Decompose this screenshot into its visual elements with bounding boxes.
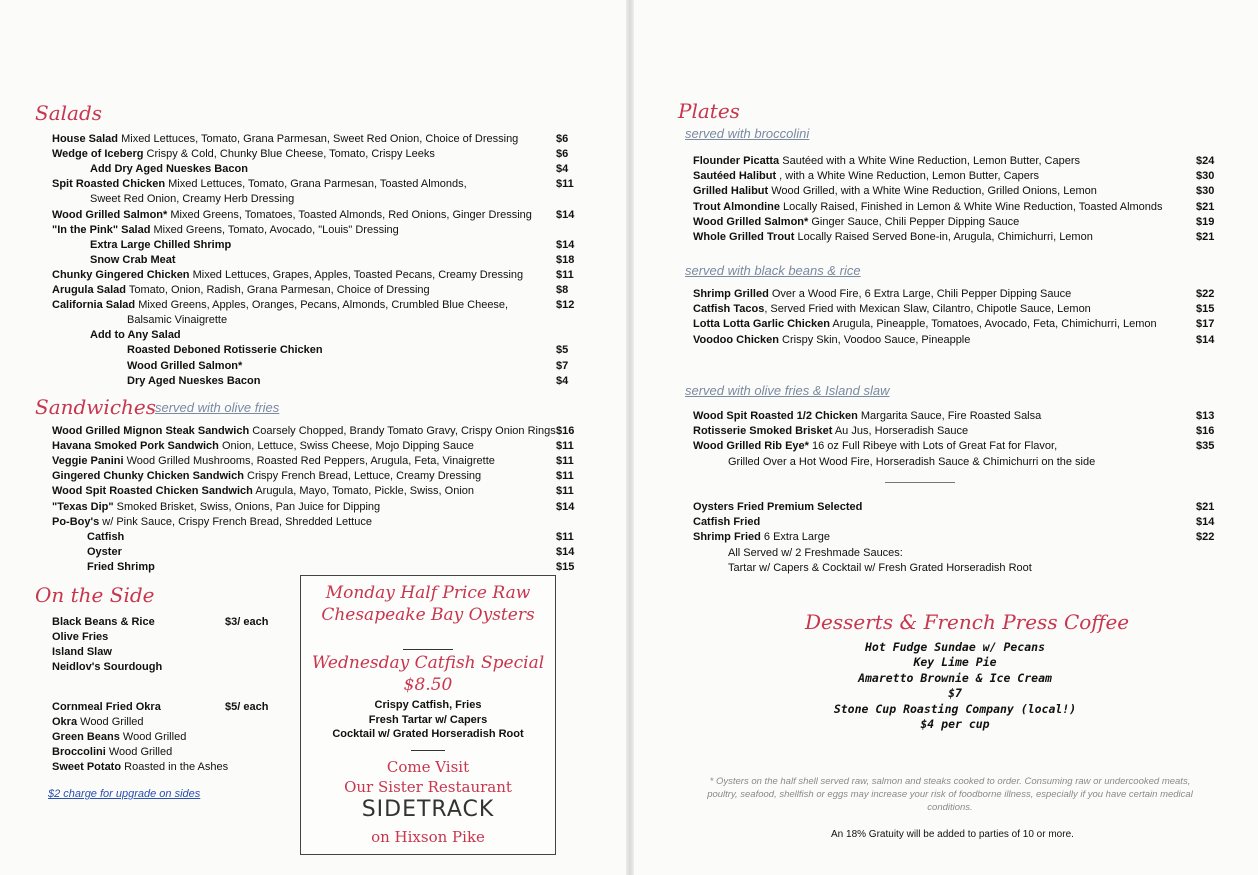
item-name: Grilled Halibut <box>693 185 769 198</box>
item-desc: Locally Raised Served Bone-in, Arugula, Chimichurri, Lemon <box>794 231 1093 243</box>
sidetrack-logo: SIDETRACK <box>361 797 495 822</box>
item-name: Add to Any Salad <box>90 329 181 342</box>
desserts-heading: Desserts & French Press Coffee <box>805 610 1130 634</box>
dessert-line: Amaretto Brownie & Ice Cream <box>858 670 1052 685</box>
menu-item <box>127 343 323 357</box>
promo-divider <box>403 649 453 650</box>
menu-item <box>693 500 862 514</box>
item-price: $22 <box>1196 531 1215 544</box>
menu-item <box>52 469 481 483</box>
menu-item <box>90 253 176 267</box>
menu-item <box>52 715 144 729</box>
page-gutter <box>626 0 634 875</box>
item-name: "In the Pink" Salad <box>52 223 151 236</box>
item-price: $11 <box>556 440 574 453</box>
item-price: $6 <box>556 133 569 145</box>
item-name: Whole Grilled Trout <box>693 231 795 243</box>
item-name: Veggie Panini <box>52 455 124 468</box>
wed-line: Crispy Catfish, Fries <box>374 699 482 711</box>
item-price: $35 <box>1196 440 1215 453</box>
item-name: Olive Fries <box>52 631 109 643</box>
item-desc: w/ Pink Sauce, Crispy French Bread, Shredded Lettuce <box>99 515 372 528</box>
menu-item <box>52 515 372 529</box>
item-price: $17 <box>1196 318 1215 331</box>
menu-item <box>87 545 122 559</box>
visit-line1: Come Visit <box>386 758 470 776</box>
item-price: $11 <box>556 455 574 468</box>
menu-item <box>693 439 1057 453</box>
item-desc: Mixed Greens, Tomatoes, Toasted Almonds, Red Onions, Ginger Dressing <box>167 208 532 221</box>
menu-item <box>52 132 518 146</box>
item-desc: Crispy & Cold, Chunky Blue Cheese, Tomato, Crispy Leeks <box>143 148 435 161</box>
wednesday-price: $8.50 <box>403 675 453 695</box>
menu-item <box>127 374 260 388</box>
item-name: Green Beans <box>52 731 120 743</box>
item-desc: All Served w/ 2 Freshmade Sauces: <box>728 546 903 559</box>
item-price: $15 <box>1196 303 1215 316</box>
item-name: Rotisserie Smoked Brisket <box>693 425 833 438</box>
item-name: Wood Grilled Salmon* <box>127 359 243 372</box>
item-desc: Wood Grilled <box>77 716 144 728</box>
item-price: $21 <box>1196 501 1215 513</box>
item-price: $18 <box>556 253 575 266</box>
item-desc: Smoked Brisket, Swiss, Onions, Pan Juice for Dipping <box>113 500 381 513</box>
item-desc: 16 oz Full Ribeye with Lots of Great Fat for Flavor, <box>808 440 1058 453</box>
item-desc: Mixed Lettuces, Grapes, Apples, Toasted Pecans, Creamy Dressing <box>189 268 524 281</box>
salads-heading: Salads <box>35 101 103 125</box>
menu-item <box>693 154 1080 168</box>
menu-item <box>693 184 1097 198</box>
item-name: House Salad <box>52 133 119 145</box>
item-desc: Over a Wood Fire, 6 Extra Large, Chili Pepper Dipping Sauce <box>768 288 1072 300</box>
menu-item <box>87 560 155 574</box>
menu-item <box>127 359 242 373</box>
item-desc: Mixed Lettuces, Tomato, Grana Parmesan, Sweet Red Onion, Choice of Dressing <box>118 133 519 145</box>
menu-item <box>52 645 112 659</box>
item-name: "Texas Dip" <box>52 500 114 513</box>
item-name: Wood Grilled Mignon Steak Sandwich <box>52 425 250 437</box>
item-name: Roasted Deboned Rotisserie Chicken <box>127 344 323 357</box>
menu-item <box>693 530 830 544</box>
item-desc: Roasted in the Ashes <box>121 761 229 773</box>
menu-item <box>52 745 172 759</box>
menu-item <box>728 561 1032 575</box>
menu-item <box>728 546 903 560</box>
item-desc: Locally Raised, Finished in Lemon & White Wine Reduction, Toasted Almonds <box>779 200 1163 213</box>
item-name: Island Slaw <box>52 646 112 658</box>
menu-item <box>693 169 1039 183</box>
item-name: Neidlov's Sourdough <box>52 661 163 673</box>
menu-item <box>52 439 474 453</box>
item-price: $12 <box>556 299 575 312</box>
menu-item <box>52 500 380 514</box>
promo-box <box>300 575 556 855</box>
item-desc: Mixed Lettuces, Tomato, Grana Parmesan, Toasted Almonds, <box>165 178 467 191</box>
item-name: Wedge of Iceberg <box>52 148 144 161</box>
item-desc: Margarita Sauce, Fire Roasted Salsa <box>857 410 1042 422</box>
dessert-line: Key Lime Pie <box>913 655 997 670</box>
visit-line2: Our Sister Restaurant <box>344 778 512 796</box>
item-price: $14 <box>556 545 575 558</box>
item-name: Wood Spit Roasted 1/2 Chicken <box>693 410 858 422</box>
item-desc: , Served Fried with Mexican Slaw, Cilantro, Chipotle Sauce, Lemon <box>764 303 1091 316</box>
item-name: Sautéed Halibut <box>693 170 777 183</box>
item-price: $7 <box>556 359 569 372</box>
visit-line3: on Hixson Pike <box>371 828 485 846</box>
menu-item <box>693 409 1041 423</box>
item-name: Oyster <box>87 545 122 558</box>
menu-item <box>693 215 1019 229</box>
item-desc: Onion, Lettuce, Swiss Cheese, Mojo Dipping Sauce <box>218 440 474 453</box>
item-price: $11 <box>556 485 574 498</box>
item-desc: Wood Grilled, with a White Wine Reduction, Grilled Onions, Lemon <box>768 185 1097 198</box>
item-desc: Coarsely Chopped, Brandy Tomato Gravy, Crispy Onion Rings <box>249 425 556 437</box>
menu-item <box>52 223 399 237</box>
menu-item <box>90 328 181 342</box>
item-name: Po-Boy's <box>52 515 100 528</box>
wed-line: Cocktail w/ Grated Horseradish Root <box>332 728 524 740</box>
monday-line1: Monday Half Price Raw <box>325 583 531 603</box>
wed-line: Fresh Tartar w/ Capers <box>368 714 488 726</box>
side-group2-price: $5/ each <box>225 701 269 713</box>
menu-item <box>693 424 968 438</box>
item-name: Catfish Fried <box>693 516 761 529</box>
item-name: Lotta Lotta Garlic Chicken <box>693 318 830 331</box>
item-desc: Crispy Skin, Voodoo Sauce, Pineapple <box>778 333 971 346</box>
item-desc: Balsamic Vinaigrette <box>127 314 228 327</box>
menu-item <box>693 200 1163 214</box>
item-desc: Crispy French Bread, Lettuce, Creamy Dressing <box>243 470 482 483</box>
promo-divider <box>411 750 445 751</box>
item-name: Trout Almondine <box>693 200 780 213</box>
menu-item <box>87 530 124 544</box>
item-name: Snow Crab Meat <box>90 253 176 266</box>
menu-item <box>52 147 435 161</box>
item-price: $30 <box>1196 185 1215 198</box>
item-name: Fried Shrimp <box>87 560 155 573</box>
item-name: Broccolini <box>52 746 106 758</box>
upgrade-note[interactable]: $2 charge for upgrade on sides <box>48 788 201 800</box>
item-name: Wood Grilled Rib Eye* <box>693 440 809 453</box>
item-name: Shrimp Grilled <box>693 288 769 300</box>
menu-item <box>52 298 508 312</box>
menu-item <box>52 615 155 629</box>
item-price: $21 <box>1196 200 1215 213</box>
item-price: $24 <box>1196 155 1215 167</box>
menu-item <box>693 230 1093 244</box>
item-price: $5 <box>556 344 569 357</box>
item-desc: Sautéed with a White Wine Reduction, Lemon Butter, Capers <box>779 155 1081 167</box>
item-desc: Grilled Over a Hot Wood Fire, Horseradish Sauce & Chimichurri on the side <box>728 455 1096 468</box>
item-price: $16 <box>1196 425 1215 438</box>
item-name: Catfish <box>87 530 125 543</box>
item-desc: Sweet Red Onion, Creamy Herb Dressing <box>90 193 295 206</box>
item-name: Extra Large Chilled Shrimp <box>90 238 232 251</box>
item-name: Wood Spit Roasted Chicken Sandwich <box>52 485 253 498</box>
item-name: Cornmeal Fried Okra <box>52 701 161 713</box>
menu-item <box>693 287 1071 301</box>
item-name: Okra <box>52 716 78 728</box>
menu-item <box>52 700 161 714</box>
dessert-line: $7 <box>948 686 962 701</box>
menu-item <box>52 268 523 282</box>
item-price: $14 <box>1196 333 1215 346</box>
monday-line2: Chesapeake Bay Oysters <box>321 605 535 625</box>
item-price: $16 <box>556 425 575 437</box>
item-price: $21 <box>1196 231 1215 243</box>
menu-item <box>52 454 495 468</box>
menu-item <box>693 302 1091 316</box>
item-price: $14 <box>556 500 575 513</box>
item-price: $30 <box>1196 170 1215 183</box>
item-price: $15 <box>556 560 575 573</box>
menu-item <box>52 630 108 644</box>
dessert-line: Stone Cup Roasting Company (local!) <box>833 701 1077 716</box>
menu-item <box>52 660 162 674</box>
item-desc: Ginger Sauce, Chili Pepper Dipping Sauce <box>808 215 1020 228</box>
menu-item <box>52 484 474 498</box>
menu-item <box>52 730 186 744</box>
item-name: Wood Grilled Salmon* <box>693 215 809 228</box>
plates-sub3: served with olive fries & Island slaw <box>685 383 890 398</box>
item-desc: Arugula, Mayo, Tomato, Pickle, Swiss, Onion <box>252 485 474 498</box>
item-price: $4 <box>556 163 569 176</box>
item-desc: Wood Grilled Mushrooms, Roasted Red Peppers, Arugula, Feta, Vinaigrette <box>123 455 495 468</box>
menu-item <box>52 760 228 774</box>
dessert-line: $4 per cup <box>920 717 990 731</box>
item-price: $6 <box>556 148 569 161</box>
plates-divider <box>885 482 955 483</box>
menu-item <box>52 208 532 222</box>
item-name: Gingered Chunky Chicken Sandwich <box>52 470 244 483</box>
plates-sub2: served with black beans & rice <box>685 263 861 278</box>
menu-item <box>127 313 227 327</box>
item-price: $22 <box>1196 288 1215 300</box>
menu-item <box>52 283 430 297</box>
item-price: $4 <box>556 374 569 387</box>
menu-item <box>693 333 970 347</box>
menu-item <box>728 455 1095 469</box>
item-name: Add Dry Aged Nueskes Bacon <box>90 163 248 176</box>
disclaimer: * Oysters on the half shell served raw, salmon and steaks cooked to order. Consuming raw or undercooked meats, poultry, seafood, shellfish or eggs may increase your risk of foodborne illness, especially if you have certain medical conditions. <box>707 776 1193 813</box>
item-desc: Arugula, Pineapple, Tomatoes, Avocado, Feta, Chimichurri, Lemon <box>829 318 1157 331</box>
item-price: $11 <box>556 268 574 281</box>
item-price: $13 <box>1196 410 1215 422</box>
menu-item <box>90 162 248 176</box>
item-desc: Wood Grilled <box>105 746 173 758</box>
item-desc: Tomato, Onion, Radish, Grana Parmesan, Choice of Dressing <box>125 284 430 296</box>
menu-item <box>693 317 1157 331</box>
item-name: California Salad <box>52 299 136 312</box>
menu-item <box>693 515 760 529</box>
plates-heading: Plates <box>678 99 740 123</box>
item-price: $14 <box>556 238 575 251</box>
item-name: Voodoo Chicken <box>693 333 779 346</box>
item-price: $14 <box>1196 516 1215 529</box>
item-desc: Tartar w/ Capers & Cocktail w/ Fresh Grated Horseradish Root <box>728 561 1032 574</box>
item-price: $11 <box>556 470 574 483</box>
menu-item <box>52 177 467 191</box>
menu-item <box>90 238 231 252</box>
gratuity-note: An 18% Gratuity will be added to parties of 10 or more. <box>831 829 1074 840</box>
menu-item <box>52 424 556 438</box>
item-desc: Au Jus, Horseradish Sauce <box>832 425 969 438</box>
item-price: $11 <box>556 530 574 543</box>
item-name: Havana Smoked Pork Sandwich <box>52 440 219 453</box>
sandwiches-heading: Sandwiches <box>35 395 157 419</box>
item-price: $14 <box>556 208 575 221</box>
item-name: Black Beans & Rice <box>52 616 155 628</box>
side-heading: On the Side <box>35 583 155 607</box>
item-desc: Mixed Greens, Tomato, Avocado, "Louis" Dressing <box>150 223 399 236</box>
item-name: Shrimp Fried <box>693 531 761 544</box>
item-price: $8 <box>556 284 569 296</box>
plates-sub1: served with broccolini <box>685 126 810 141</box>
item-name: Oysters Fried Premium Selected <box>693 501 863 513</box>
item-desc: Mixed Greens, Apples, Oranges, Pecans, Almonds, Crumbled Blue Cheese, <box>135 299 509 312</box>
dessert-line: Hot Fudge Sundae w/ Pecans <box>864 640 1045 654</box>
wednesday-title: Wednesday Catfish Special <box>311 653 545 673</box>
item-price: $19 <box>1196 215 1215 228</box>
menu-item <box>90 192 294 206</box>
item-name: Catfish Tacos <box>693 303 765 316</box>
item-desc: Wood Grilled <box>119 731 187 743</box>
sandwiches-subheading: served with olive fries <box>155 400 280 415</box>
item-name: Arugula Salad <box>52 284 126 296</box>
item-price: $11 <box>556 178 574 191</box>
item-desc: , with a White Wine Reduction, Lemon Butter, Capers <box>776 170 1040 183</box>
item-name: Spit Roasted Chicken <box>52 178 166 191</box>
item-desc: 6 Extra Large <box>760 531 830 544</box>
item-name: Chunky Gingered Chicken <box>52 268 190 281</box>
item-name: Dry Aged Nueskes Bacon <box>127 374 261 387</box>
item-name: Sweet Potato <box>52 761 122 773</box>
item-name: Flounder Picatta <box>693 155 780 167</box>
side-group1-price: $3/ each <box>225 616 269 628</box>
item-name: Wood Grilled Salmon* <box>52 208 168 221</box>
